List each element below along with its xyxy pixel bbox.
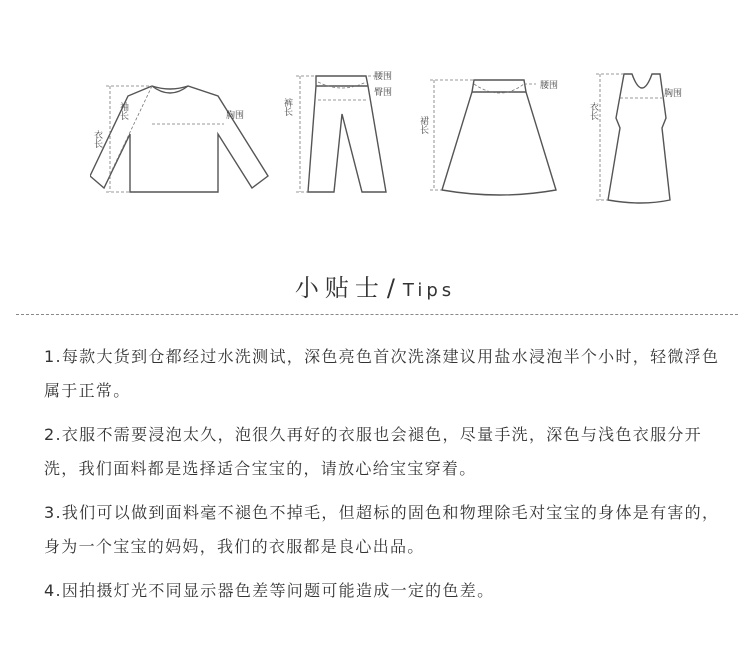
- tips-list: [44, 340, 734, 618]
- tips-title-separator: /: [386, 274, 401, 302]
- pants-outline-icon: [282, 72, 412, 202]
- pants-length-label: 裤长: [282, 98, 292, 116]
- pants-waist-label: 腰围: [374, 72, 393, 82]
- tips-title: [0, 268, 750, 303]
- top-sleeve-length-label: 袖长: [118, 102, 128, 120]
- skirt-waist-label: 腰围: [540, 81, 559, 91]
- tips-title-main: 小贴士: [294, 274, 385, 302]
- skirt-outline-icon: [418, 72, 578, 202]
- tip-item-2: 2.衣服不需要浸泡太久，泡很久再好的衣服也会褪色，尽量手洗，深色与浅色衣服分开洗，我们面料都是选择适合宝宝的，请放心给宝宝穿着。: [44, 425, 702, 478]
- top-clothing-length-label: 衣长: [92, 130, 102, 148]
- top-chest-label: 胸围: [226, 111, 245, 121]
- dress-chest-label: 胸围: [664, 89, 683, 99]
- dress-outline-icon: [584, 68, 714, 208]
- top-outline-icon: [90, 72, 270, 202]
- tip-item-1: 1.每款大货到仓都经过水洗测试，深色亮色首次洗涤建议用盐水浸泡半个小时，轻微浮色属于正常。: [44, 347, 720, 400]
- dress-clothing-length-label: 衣长: [588, 102, 598, 120]
- tips-title-sub: Tips: [402, 280, 456, 301]
- tip-item-4: 4.因拍摄灯光不同显示器色差等问题可能造成一定的色差。: [44, 581, 495, 600]
- skirt-length-label: 裙长: [418, 116, 428, 134]
- size-diagram-row: [0, 0, 750, 230]
- dashed-divider: [16, 314, 738, 315]
- pants-hip-label: 臀围: [374, 88, 393, 98]
- skirt-diagram: [418, 72, 578, 202]
- tip-item-3: 3.我们可以做到面料毫不褪色不掉毛，但超标的固色和物理除毛对宝宝的身体是有害的，身为一个宝宝的妈妈，我们的衣服都是良心出品。: [44, 503, 720, 556]
- dress-diagram: [584, 68, 714, 208]
- pants-diagram: [282, 72, 412, 202]
- top-diagram: [90, 72, 270, 202]
